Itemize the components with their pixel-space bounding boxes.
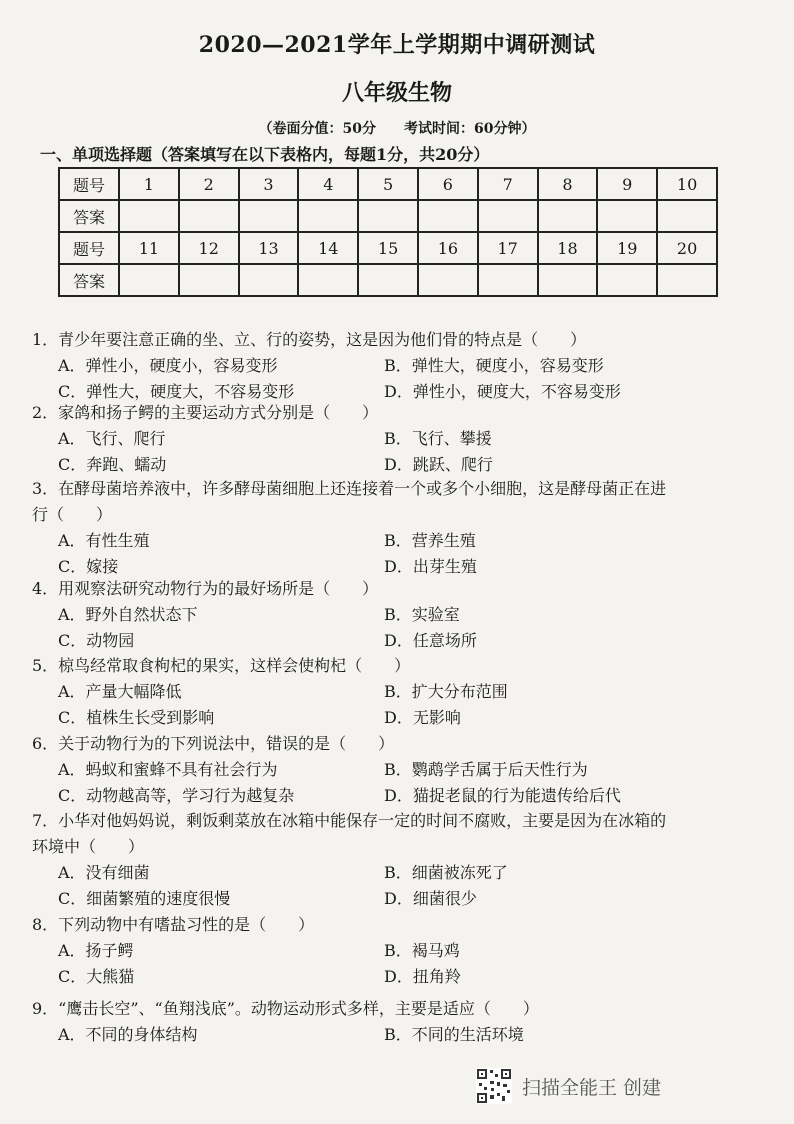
option-row — [32, 886, 762, 912]
answer-cell[interactable] — [597, 264, 657, 296]
answer-cell[interactable] — [478, 264, 538, 296]
answer-cell[interactable] — [179, 264, 239, 296]
answer-cell[interactable] — [478, 200, 538, 232]
answer-cell[interactable] — [119, 264, 179, 296]
answer-cell[interactable] — [119, 200, 179, 232]
option-c: C．奔跑、蠕动 — [58, 455, 167, 474]
option-b: B．实验室 — [384, 605, 460, 624]
question-number: 7 — [478, 168, 538, 200]
answer-cell[interactable] — [538, 200, 598, 232]
question-number: 12 — [179, 232, 239, 264]
question-stem-continued: 行（ ） — [32, 505, 113, 524]
question-stem-continued: 环境中（ ） — [32, 837, 145, 856]
option-a: A．有性生殖 — [58, 531, 150, 550]
answer-cell[interactable] — [657, 264, 717, 296]
question-number: 6 — [418, 168, 478, 200]
option-row — [32, 679, 762, 705]
option-a: A．产量大幅降低 — [58, 682, 182, 701]
answer-cell[interactable] — [298, 264, 358, 296]
option-row — [32, 628, 762, 654]
question-stem: 7．小华对他妈妈说，剩饭剩菜放在冰箱中能保存一定的时间不腐败，主要是因为在冰箱的 — [32, 811, 667, 830]
option-row — [32, 528, 762, 554]
option-d: D．无影响 — [384, 708, 461, 727]
option-row — [32, 705, 762, 731]
question-stem: 5．椋鸟经常取食枸杞的果实，这样会使枸杞（ ） — [32, 656, 411, 675]
option-row — [32, 1022, 762, 1048]
question-5 — [32, 653, 762, 731]
answer-cell[interactable] — [358, 264, 418, 296]
question-number: 1 — [119, 168, 179, 200]
option-row — [32, 353, 762, 379]
answer-cell[interactable] — [418, 200, 478, 232]
option-row — [32, 860, 762, 886]
option-c: C．嫁接 — [58, 557, 119, 576]
option-row — [32, 602, 762, 628]
answer-cell[interactable] — [358, 200, 418, 232]
option-c: C．动物越高等，学习行为越复杂 — [58, 786, 295, 805]
answer-cell[interactable] — [657, 200, 717, 232]
question-9 — [32, 996, 762, 1048]
question-number: 3 — [239, 168, 299, 200]
option-d: D．弹性小，硬度大，不容易变形 — [384, 382, 621, 401]
question-7 — [32, 808, 762, 912]
question-number: 18 — [538, 232, 598, 264]
option-c: C．动物园 — [58, 631, 135, 650]
option-d: D．任意场所 — [384, 631, 477, 650]
table-row — [59, 200, 717, 232]
option-row — [32, 426, 762, 452]
option-a: A．不同的身体结构 — [58, 1025, 198, 1044]
question-number: 10 — [657, 168, 717, 200]
option-b: B．飞行、攀援 — [384, 429, 492, 448]
question-number: 11 — [119, 232, 179, 264]
question-stem: 6．关于动物行为的下列说法中，错误的是（ ） — [32, 734, 395, 753]
question-number: 19 — [597, 232, 657, 264]
question-number: 17 — [478, 232, 538, 264]
answer-cell[interactable] — [298, 200, 358, 232]
question-3 — [32, 476, 762, 580]
question-stem: 8．下列动物中有嗜盐习性的是（ ） — [32, 915, 315, 934]
question-number: 5 — [358, 168, 418, 200]
question-stem: 2．家鸽和扬子鳄的主要运动方式分别是（ ） — [32, 403, 379, 422]
option-d: D．跳跃、爬行 — [384, 455, 493, 474]
scanner-watermark — [476, 1068, 661, 1104]
option-b: B．鹦鹉学舌属于后天性行为 — [384, 760, 588, 779]
option-c: C．细菌繁殖的速度很慢 — [58, 889, 231, 908]
table-row — [59, 168, 717, 200]
question-number: 8 — [538, 168, 598, 200]
subject-title: 八年级生物 — [341, 80, 452, 106]
question-number: 13 — [239, 232, 299, 264]
answer-cell[interactable] — [239, 264, 299, 296]
question-number: 2 — [179, 168, 239, 200]
row-label: 题号 — [59, 232, 119, 264]
question-6 — [32, 731, 762, 809]
option-c: C．弹性大，硬度大，不容易变形 — [58, 382, 295, 401]
question-1 — [32, 327, 762, 405]
table-row — [59, 264, 717, 296]
question-stem: 3．在酵母菌培养液中，许多酵母菌细胞上还连接着一个或多个小细胞，这是酵母菌正在进 — [32, 479, 667, 498]
section-heading: 一、单项选择题（答案填写在以下表格内，每题1分，共20分） — [40, 145, 490, 164]
option-c: C．植株生长受到影响 — [58, 708, 215, 727]
question-2 — [32, 400, 762, 478]
row-label: 题号 — [59, 168, 119, 200]
answer-table — [58, 167, 718, 297]
option-a: A．飞行、爬行 — [58, 429, 166, 448]
option-d: D．出芽生殖 — [384, 557, 477, 576]
option-row — [32, 964, 762, 990]
option-b: B．褐马鸡 — [384, 941, 460, 960]
option-d: D．扭角羚 — [384, 967, 461, 986]
option-a: A．野外自然状态下 — [58, 605, 198, 624]
option-row — [32, 938, 762, 964]
option-a: A．蚂蚁和蜜蜂不具有社会行为 — [58, 760, 278, 779]
table-row — [59, 232, 717, 264]
option-row — [32, 452, 762, 478]
exam-info: （卷面分值：50分 考试时间：60分钟） — [258, 121, 536, 137]
row-label: 答案 — [59, 200, 119, 232]
option-b: B．扩大分布范围 — [384, 682, 508, 701]
question-stem: 1．青少年要注意正确的坐、立、行的姿势，这是因为他们骨的特点是（ ） — [32, 330, 587, 349]
question-number: 4 — [298, 168, 358, 200]
option-d: D．细菌很少 — [384, 889, 477, 908]
option-b: B．弹性大，硬度小，容易变形 — [384, 356, 604, 375]
option-c: C．大熊猫 — [58, 967, 135, 986]
question-number: 20 — [657, 232, 717, 264]
option-b: B．营养生殖 — [384, 531, 476, 550]
option-row — [32, 757, 762, 783]
answer-cell[interactable] — [418, 264, 478, 296]
answer-cell[interactable] — [597, 200, 657, 232]
question-number: 16 — [418, 232, 478, 264]
answer-cell[interactable] — [179, 200, 239, 232]
question-stem: 4．用观察法研究动物行为的最好场所是（ ） — [32, 579, 379, 598]
question-stem: 9．“鹰击长空”、“鱼翔浅底”。动物运动形式多样，主要是适应（ ） — [32, 999, 539, 1018]
question-number: 9 — [597, 168, 657, 200]
option-a: A．弹性小，硬度小，容易变形 — [58, 356, 278, 375]
option-a: A．扬子鳄 — [58, 941, 134, 960]
question-number: 14 — [298, 232, 358, 264]
option-d: D．猫捉老鼠的行为能遗传给后代 — [384, 786, 621, 805]
exam-title: 2020—2021学年上学期期中调研测试 — [198, 32, 596, 58]
option-row — [32, 783, 762, 809]
answer-cell[interactable] — [239, 200, 299, 232]
option-b: B．不同的生活环境 — [384, 1025, 524, 1044]
qr-code-icon — [476, 1068, 512, 1104]
row-label: 答案 — [59, 264, 119, 296]
watermark-text: 扫描全能王 创建 — [522, 1076, 662, 1099]
answer-cell[interactable] — [538, 264, 598, 296]
option-b: B．细菌被冻死了 — [384, 863, 508, 882]
question-4 — [32, 576, 762, 654]
option-a: A．没有细菌 — [58, 863, 150, 882]
question-8 — [32, 912, 762, 990]
question-number: 15 — [358, 232, 418, 264]
